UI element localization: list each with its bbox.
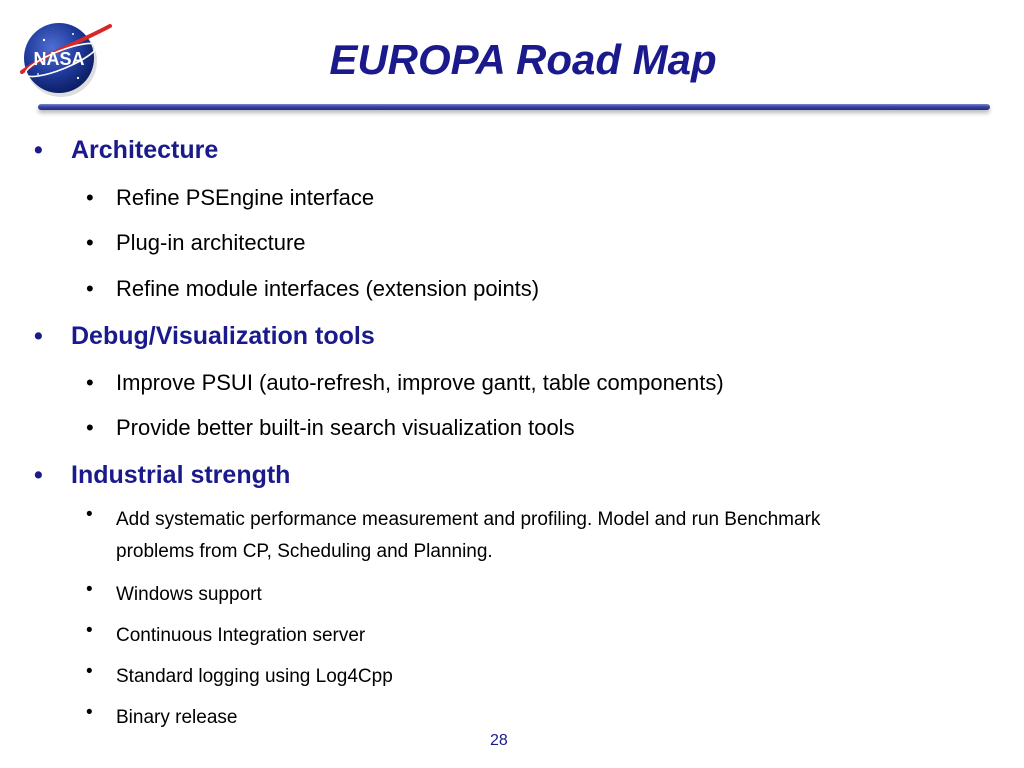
nasa-logo-text: NASA <box>33 49 85 69</box>
bullet-icon: • <box>86 702 93 723</box>
bullet-icon: • <box>34 461 43 489</box>
bullet-icon: • <box>86 276 94 301</box>
bullet-icon: • <box>86 370 94 395</box>
bullet-icon: • <box>86 415 94 440</box>
bullet-icon: • <box>86 185 94 210</box>
bullet-icon: • <box>86 504 93 525</box>
bullet-icon: • <box>86 620 93 641</box>
bullet-icon: • <box>86 661 93 682</box>
bullet-icon: • <box>34 136 43 164</box>
bullet-icon: • <box>86 230 94 255</box>
slide-title: EUROPA Road Map <box>329 36 717 83</box>
slide-content: • Architecture • Refine PSEngine interface • Plug-in architecture • Refine module interfaces (extension points) • Debug/Visualization tools • Improve PSUI (auto-refresh, improve gantt, table components) • Provide better built-in search visualization tools • Industrial strength • Add systematic performance measurement and profiling. Model and run Benchmark problems from CP, Scheduling and Planning. • Windows support • Continuous Integration server • Standard logging using Log4Cpp • Binary release <box>34 136 821 728</box>
bullet-icon: • <box>34 322 43 350</box>
page-number: 28 <box>490 732 508 749</box>
bullet-icon: • <box>86 579 93 600</box>
